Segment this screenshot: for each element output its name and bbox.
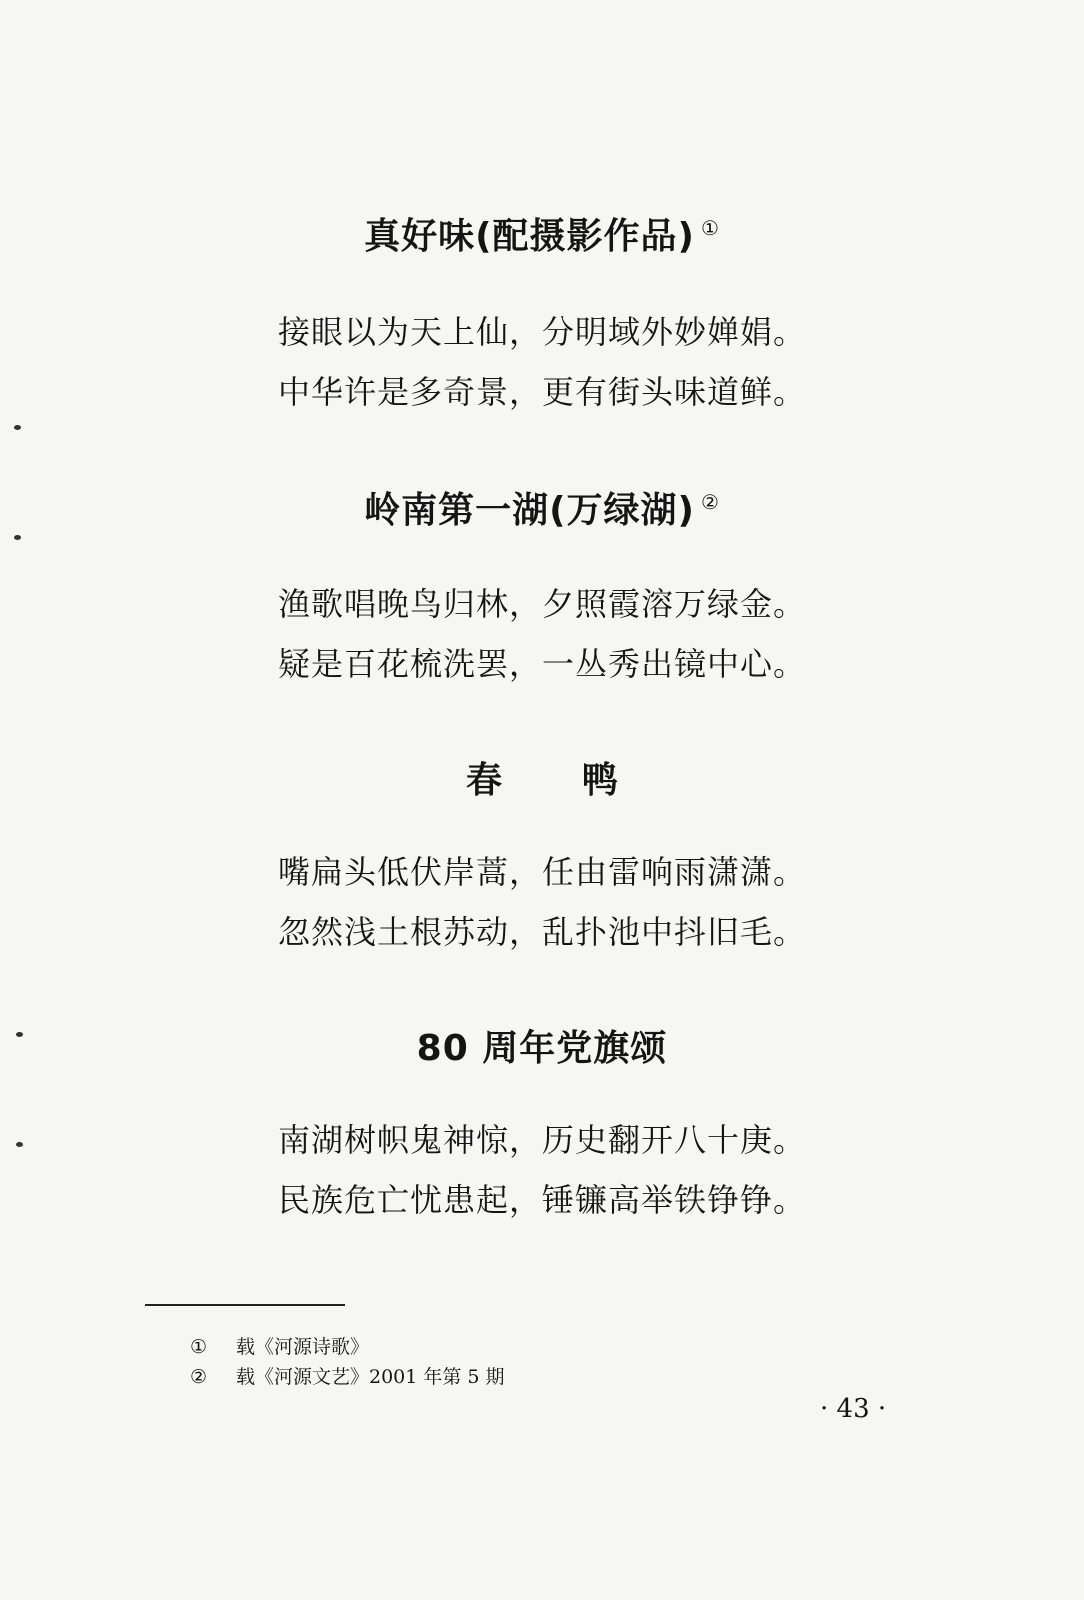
poem-title-text: 真好味(配摄影作品) [364,216,695,257]
footnote-ref: ① [700,216,720,240]
poem-title-text: 春鸭 [465,760,698,801]
footnote-text: 载《河源文艺》2001 年第 5 期 [236,1366,505,1388]
footnote-mark: ② [190,1366,208,1388]
page-number: · 43 · [820,1394,887,1424]
scan-speck [16,1032,23,1037]
poem-title-text: 80 周年党旗颂 [416,1028,668,1069]
poem-body-1 [278,302,878,422]
footnote-divider [145,1304,345,1306]
footnote-1 [190,1332,369,1359]
poem-title-2 [0,482,1084,533]
poem-line: 南湖树帜鬼神惊，历史翻开八十庚。 [278,1121,807,1159]
footnote-text: 载《河源诗歌》 [236,1336,370,1358]
footnote-2 [190,1362,505,1389]
poem-line: 渔歌唱晚鸟归林，夕照霞溶万绿金。 [278,585,807,623]
poem-body-2 [278,574,878,694]
poem-title-4 [0,1020,1084,1071]
footnote-ref: ② [700,490,720,514]
scan-speck [16,1142,23,1147]
poem-line: 疑是百花梳洗罢，一丛秀出镜中心。 [278,645,807,683]
poem-title-1 [0,208,1084,259]
poem-line: 民族危亡忧患起，锤镰高举铁铮铮。 [278,1181,807,1219]
poem-title-3 [0,752,1084,803]
scan-speck [14,535,21,540]
footnote-mark: ① [190,1336,208,1358]
poem-line: 嘴扁头低伏岸蒿，任由雷响雨潇潇。 [278,853,807,891]
poem-line: 忽然浅土根苏动，乱扑池中抖旧毛。 [278,913,807,951]
poem-line: 接眼以为天上仙，分明域外妙婵娟。 [278,313,807,351]
poem-body-3 [278,842,878,962]
scan-speck [14,425,21,430]
poem-line: 中华许是多奇景，更有街头味道鲜。 [278,373,807,411]
poem-body-4 [278,1110,878,1230]
poem-title-text: 岭南第一湖(万绿湖) [364,490,695,531]
